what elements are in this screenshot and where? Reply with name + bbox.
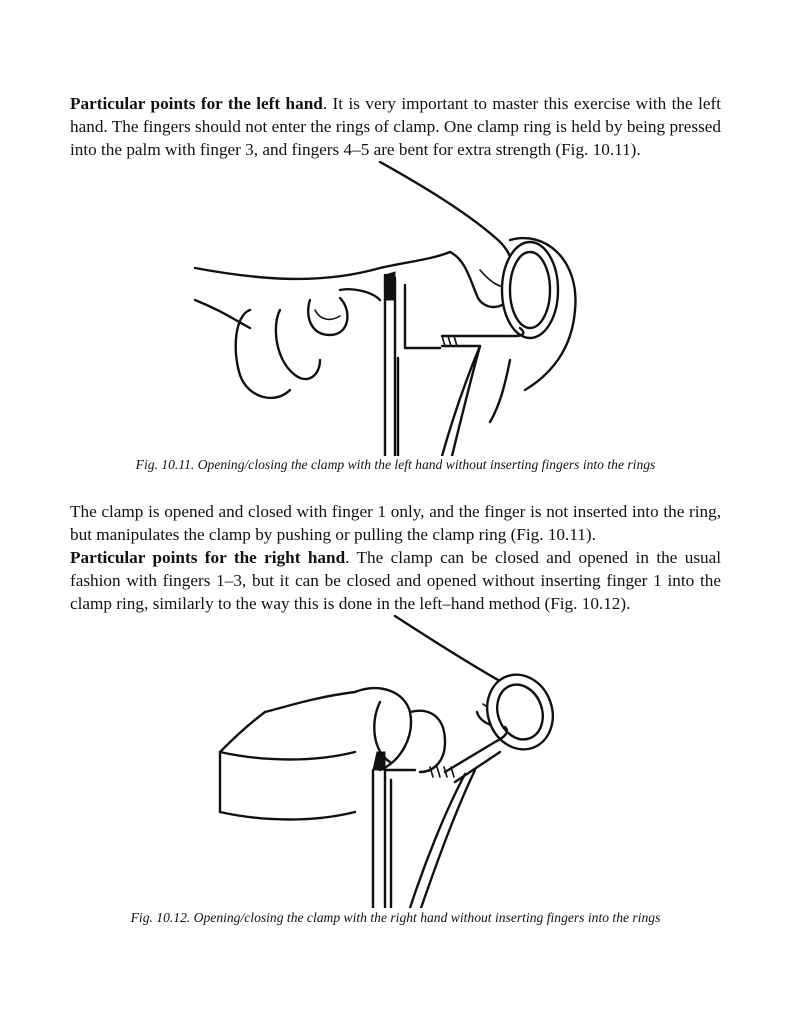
paragraph-left-hand xyxy=(70,92,721,161)
figure-10-11-illustration xyxy=(180,160,600,456)
caption-fig-10-11: Fig. 10.11. Opening/closing the clamp with the left hand without inserting fingers into the rings xyxy=(135,457,656,472)
paragraph-right-hand xyxy=(70,546,721,615)
paragraph-body-left-hand: . It is very important to master this exercise with the left hand. The fingers should not enter the rings of clamp. One clamp ring is held by being pressed into the palm with finger 3, and fingers 4–5 are bent for extra strength (Fig. 10.11). xyxy=(70,94,721,159)
paragraph-middle: The clamp is opened and closed with finger 1 only, and the finger is not inserted into the ring, but manipulates the clamp by pushing or pulling the clamp ring (Fig. 10.11). xyxy=(70,502,721,544)
paragraph-heading-right-hand: Particular points for the right hand xyxy=(70,548,346,567)
figure-10-12-illustration xyxy=(205,612,575,908)
paragraph-body-right-hand: . The clamp can be closed and opened in the usual fashion with fingers 1–3, but it can be closed and opened without inserting finger 1 into the clamp ring, similarly to the way this is done in the left–hand method (Fig. 10.12). xyxy=(70,548,722,613)
caption-fig-10-12: Fig. 10.12. Opening/closing the clamp with the right hand without inserting fingers into the rings xyxy=(130,910,661,925)
paragraph-heading-left-hand: Particular points for the left hand xyxy=(70,94,323,113)
